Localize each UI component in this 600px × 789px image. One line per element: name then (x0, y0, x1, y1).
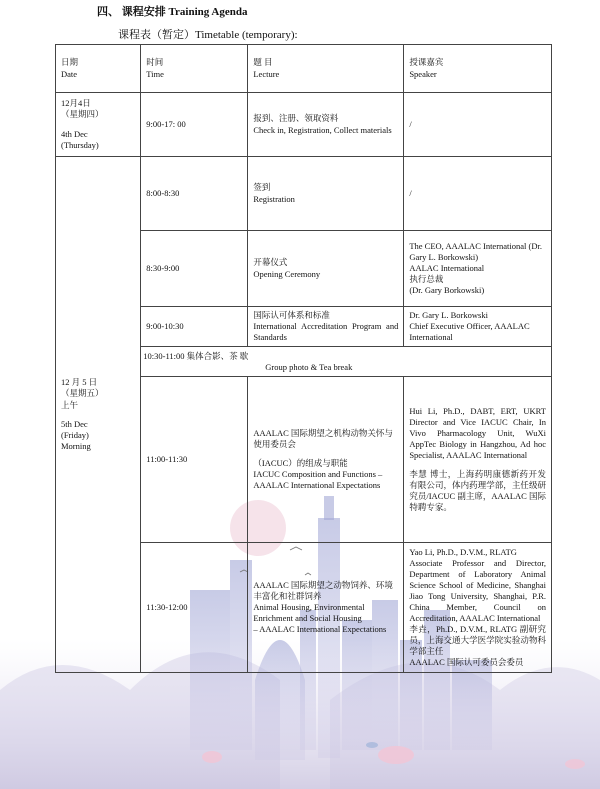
lecture-en: Opening Ceremony (253, 268, 321, 279)
time-header (141, 45, 248, 93)
table-row (56, 157, 552, 231)
speaker-cell: / (404, 93, 552, 157)
time-header-cn: 时间 (146, 57, 164, 68)
speaker-cell: / (404, 157, 552, 231)
speaker-line: (Dr. Gary Borkowski) (409, 285, 485, 296)
speaker-cell (404, 377, 552, 543)
lecture-en: Check in, Registration, Collect materials (253, 124, 392, 135)
time-cell: 11:00-11:30 (141, 377, 248, 543)
day2-date-en: 5th Dec (61, 418, 88, 429)
lecture-en: International Accreditation Program and Standards (253, 321, 399, 343)
lecture-cn: 报到、注册、领取资料 (253, 113, 339, 124)
day2-weekday-cn: （星期五） (61, 388, 104, 399)
day1-weekday-en: (Thursday) (61, 139, 99, 150)
day2-date-cn: 12 月 5 日 (61, 377, 98, 388)
date-header-en: Date (61, 68, 78, 79)
time-cell: 9:00-10:30 (141, 307, 248, 347)
agenda-table (55, 44, 552, 673)
break-cell (141, 347, 552, 377)
time-cell: 8:30-9:00 (141, 231, 248, 307)
speaker-cn: 李垚，Ph.D., D.V.M., RLATG 副研究员，上海交通大学医学院实验动物科学部主任 (409, 624, 546, 657)
day1-date-en: 4th Dec (61, 128, 88, 139)
lecture-cell (248, 157, 404, 231)
speaker-en: Associate Professor and Director, Department of Laboratory Animal Science School of Medicine, Shanghai Jiao Tong University, Shanghai, P.R. China Member, Council on Accreditation, AAALAC International (409, 557, 546, 624)
speaker-line: Dr. Gary L. Borkowski (409, 310, 488, 320)
speaker-cell (404, 307, 552, 347)
speaker-header (404, 45, 552, 93)
time-cell: 9:00-17: 00 (141, 93, 248, 157)
time-cell: 8:00-8:30 (141, 157, 248, 231)
lecture-en: Registration (253, 193, 295, 204)
speaker-line: 执行总裁 (409, 274, 444, 285)
day1-date-cn: 12月4日 (61, 98, 91, 109)
speaker-line: The CEO, AAALAC International (Dr. Gary L. Borkowski) (409, 240, 542, 262)
speaker-cell (404, 543, 552, 673)
day2-period-en: Morning (61, 440, 91, 451)
speaker-header-en: Speaker (409, 68, 437, 79)
day2-weekday-en: (Friday) (61, 429, 89, 440)
lecture-header-cn: 题 目 (253, 57, 273, 68)
lecture-cn: 签到 (253, 182, 271, 193)
day1-weekday-cn: （星期四） (61, 109, 104, 120)
speaker-cn: 李慧 博士，上海药明康德新药开发有限公司，体内药理学部，主任级研究员/IACUC 副主席，AAALAC 国际特聘专家。 (409, 469, 546, 513)
section-heading: 四、 课程安排 Training Agenda (97, 6, 248, 18)
break-time-cn: 10:30-11:00 集体合影、茶 歇 (143, 350, 249, 361)
lecture-en: Animal Housing, Environmental Enrichment and Social Housing (253, 602, 365, 624)
speaker-cell (404, 231, 552, 307)
lecture-cn: 开幕仪式 (253, 257, 288, 268)
date-header (56, 45, 141, 93)
date-header-cn: 日期 (61, 57, 79, 68)
date-cell-day2 (56, 157, 141, 673)
time-header-en: Time (146, 68, 164, 79)
lecture-cn: AAALAC 国际期望之动物饲养、环境丰富化和社群饲养 (253, 580, 393, 602)
lecture-cn: （IACUC）的组成与职能 (253, 458, 348, 469)
lecture-cell (248, 307, 404, 347)
lecture-cell (248, 377, 404, 543)
speaker-en: Yao Li, Ph.D., D.V.M., RLATG (409, 546, 517, 557)
lecture-header-en: Lecture (253, 68, 280, 79)
lecture-cell (248, 231, 404, 307)
time-cell: 11:30-12:00 (141, 543, 248, 673)
lecture-header (248, 45, 404, 93)
lecture-cn: 国际认可体系和标准 (253, 310, 330, 320)
lecture-cell (248, 543, 404, 673)
lecture-en: – AAALAC International Expectations (253, 624, 387, 635)
speaker-line: AALAC International (409, 262, 485, 273)
break-en: Group photo & Tea break (265, 361, 353, 372)
date-cell-day1 (56, 93, 141, 157)
speaker-header-cn: 授课嘉宾 (409, 57, 444, 68)
day2-period-cn: 上午 (61, 399, 79, 410)
header-row (56, 45, 552, 93)
table-row (56, 93, 552, 157)
lecture-en: IACUC Composition and Functions – AAALAC International Expectations (253, 469, 383, 491)
lecture-cn: AAALAC 国际期望之机构动物关怀与使用委员会 (253, 428, 393, 450)
timetable-subheading: 课程表（暂定）Timetable (temporary): (118, 29, 298, 41)
lecture-cell (248, 93, 404, 157)
speaker-en: Hui Li, Ph.D., DABT, ERT, UKRT Director and Vice IACUC Chair, In Vivo Pharmacology Unit, WuXi AppTec Biology in Hangzhou, Ad hoc Specialist, AAALAC International (409, 405, 546, 461)
speaker-line: Chief Executive Officer, AAALAC International (409, 321, 530, 343)
speaker-cn: AAALAC 国际认可委员会委员 (409, 657, 524, 668)
